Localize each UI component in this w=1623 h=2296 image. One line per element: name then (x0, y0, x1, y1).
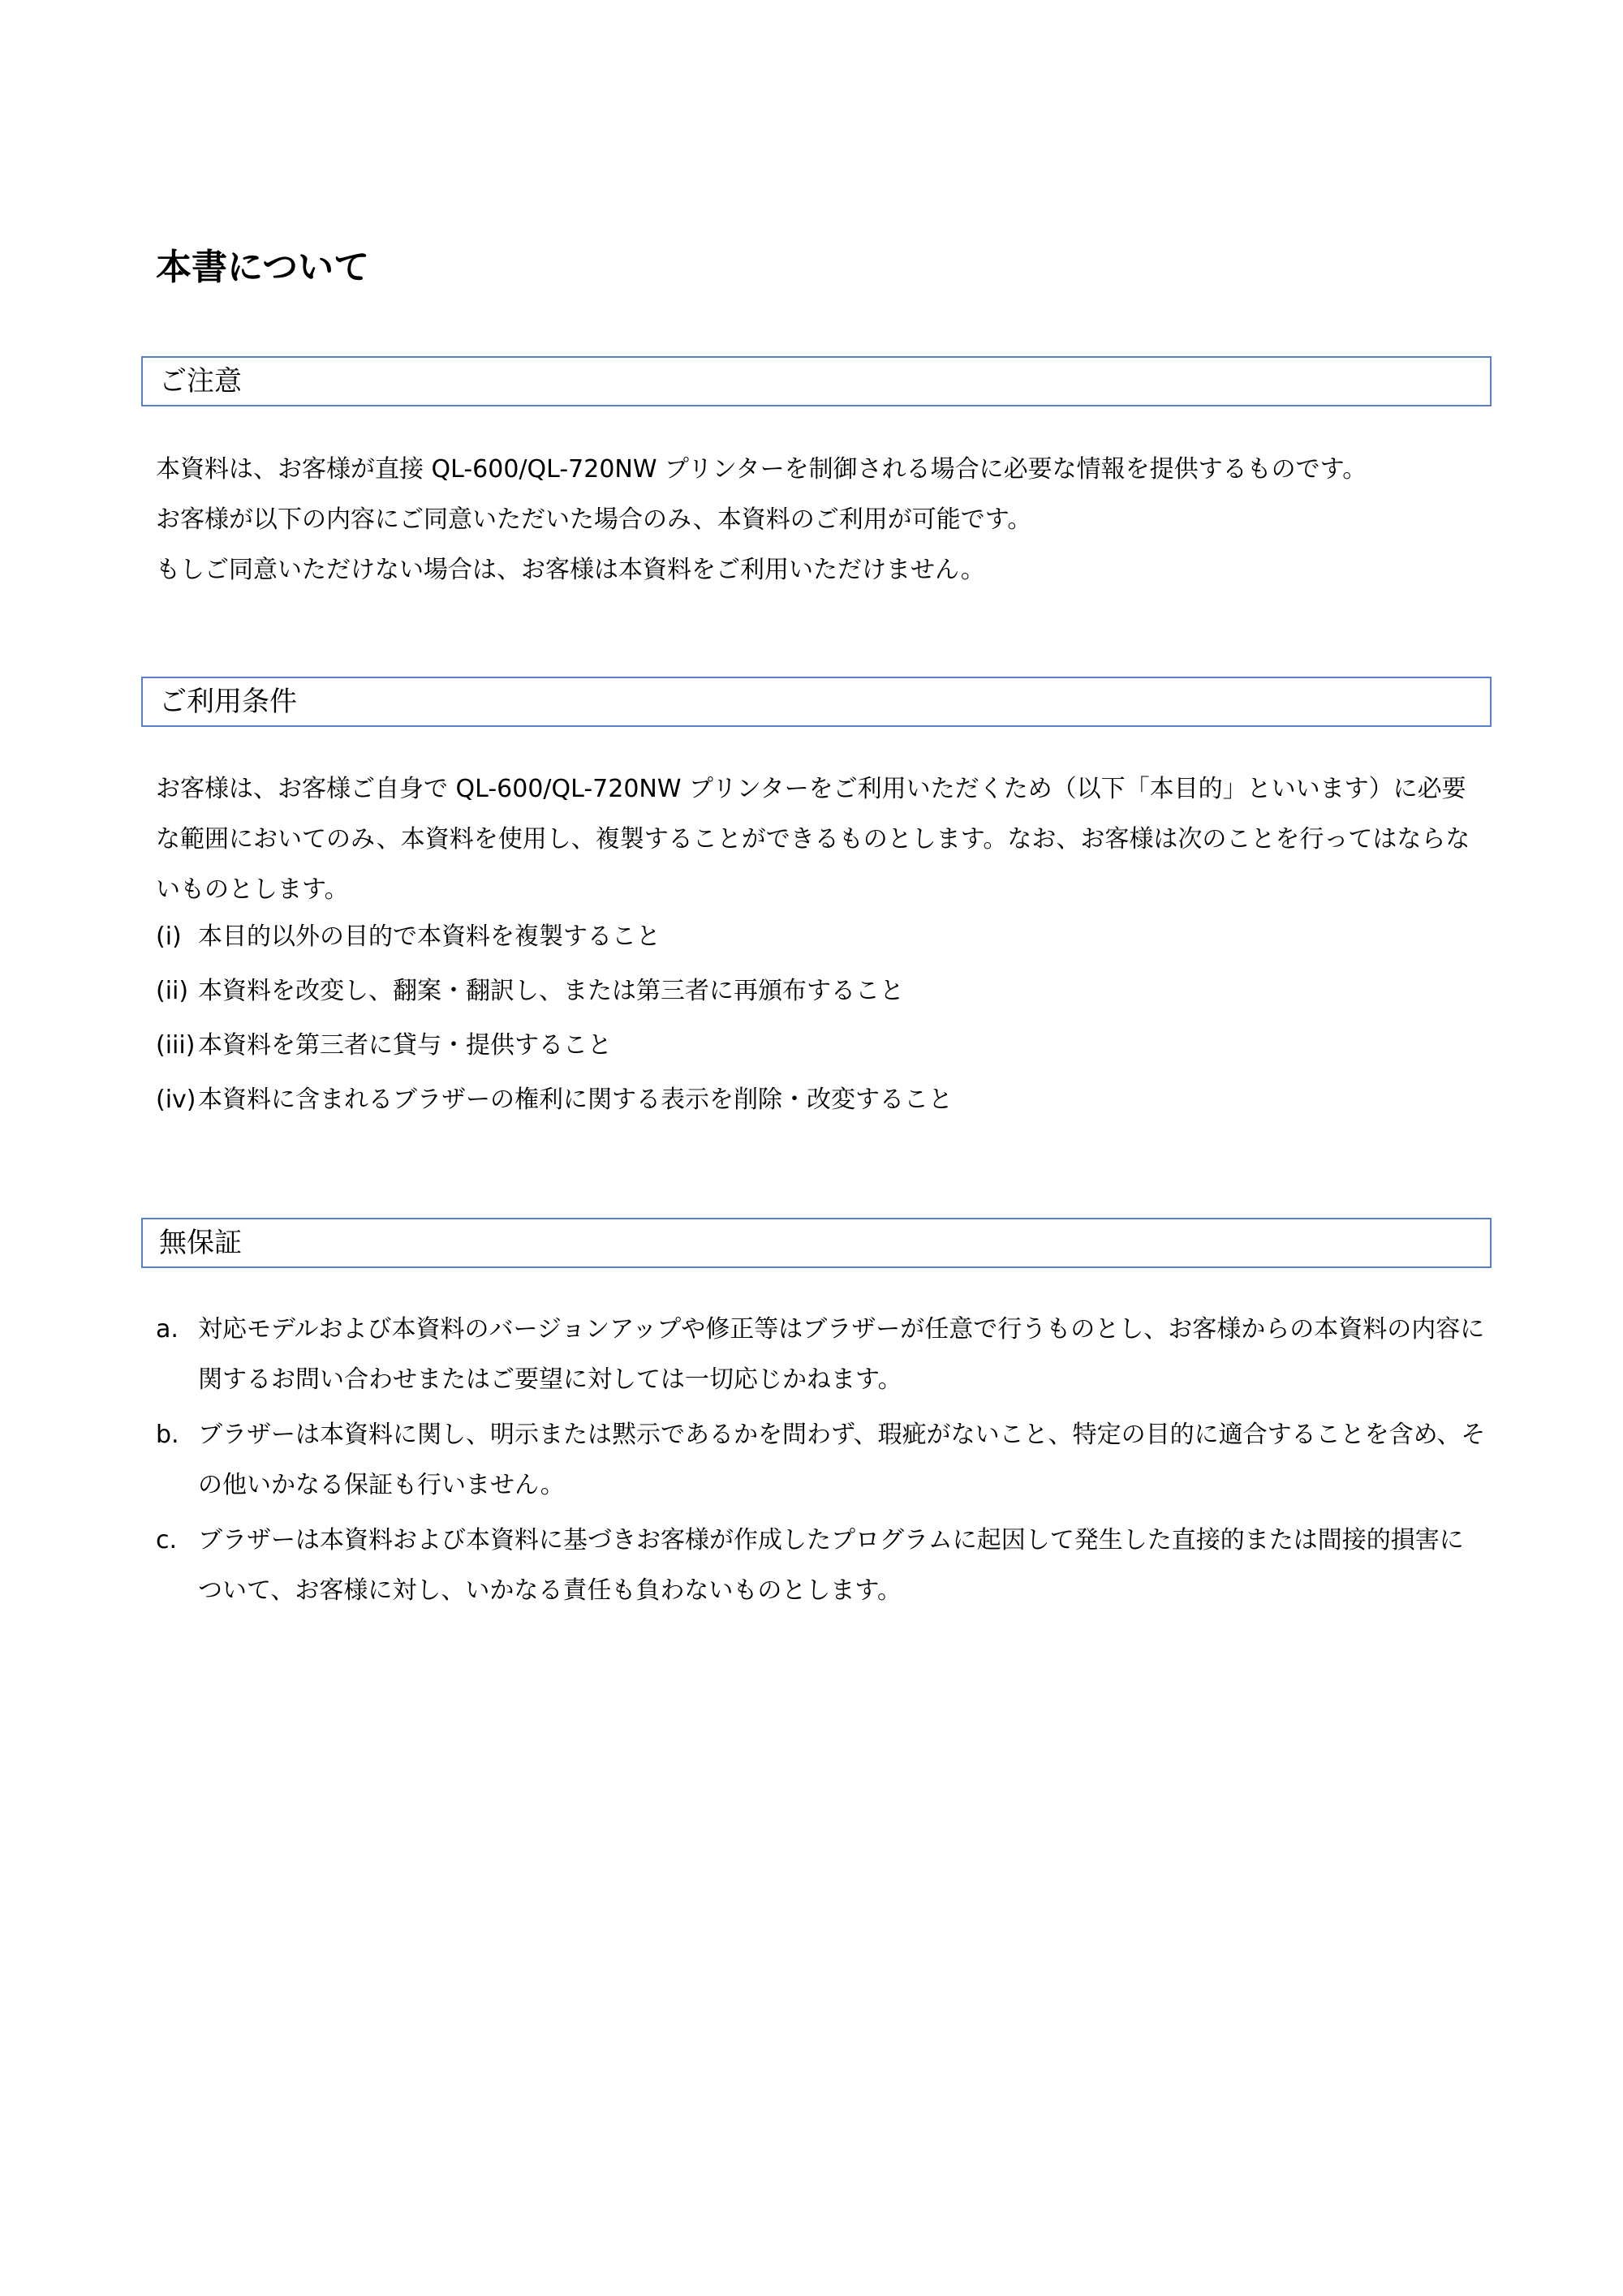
list-item-text: 対応モデルおよび本資料のバージョンアップや修正等はブラザーが任意で行うものとし、お客様からの本資料の内容に関するお問い合わせまたはご要望に対しては一切応じかねます。 (198, 1315, 1485, 1394)
list-item (156, 1410, 1487, 1511)
list-item-marker: (iv) (156, 1086, 196, 1114)
notice-line: もしご同意いただけない場合は、お客様は本資料をご利用いただけません。 (156, 556, 985, 584)
section-header-terms: ご利用条件 (141, 677, 1492, 727)
list-item-text: 本資料に含まれるブラザーの権利に関する表示を削除・改変すること (198, 1086, 953, 1114)
list-item (156, 1516, 1487, 1616)
terms-restrictions-list (156, 909, 1487, 1127)
list-item-marker: c. (156, 1526, 178, 1554)
list-item-marker: (i) (156, 922, 182, 951)
list-item-text: 本資料を改変し、翻案・翻訳し、または第三者に再頒布すること (198, 977, 904, 1005)
list-item-marker: a. (156, 1315, 179, 1344)
list-item (156, 1018, 1487, 1073)
list-item (156, 909, 1487, 964)
list-item (156, 964, 1487, 1018)
list-item-marker: (iii) (156, 1031, 196, 1060)
section-header-warranty: 無保証 (141, 1218, 1492, 1268)
list-item-marker: (ii) (156, 977, 189, 1005)
notice-body (156, 445, 1487, 595)
list-item-marker: b. (156, 1421, 179, 1449)
list-item (156, 1073, 1487, 1127)
terms-paragraph-text: お客様は、お客様ご自身で QL-600/QL-720NW プリンターをご利用いただくため（以下「本目的」といいます）に必要な範囲においてのみ、本資料を使用し、複製することができるものとします。なお、お客様は次のことを行ってはならないものとします。 (156, 775, 1470, 904)
list-item-text: 本資料を第三者に貸与・提供すること (198, 1031, 612, 1060)
section-header-notice: ご注意 (141, 356, 1492, 406)
notice-line: お客様が以下の内容にご同意いただいた場合のみ、本資料のご利用が可能です。 (156, 505, 1032, 534)
terms-paragraph (156, 764, 1487, 915)
page-title: 本書について (156, 247, 370, 288)
warranty-list (156, 1305, 1487, 1621)
list-item-text: ブラザーは本資料に関し、明示または黙示であるかを問わず、瑕疵がないこと、特定の目的に適合することを含め、その他いかなる保証も行いません。 (198, 1421, 1486, 1499)
list-item-text: 本目的以外の目的で本資料を複製すること (198, 922, 661, 951)
list-item (156, 1305, 1487, 1405)
list-item-text: ブラザーは本資料および本資料に基づきお客様が作成したプログラムに起因して発生した直接的または間接的損害について、お客様に対し、いかなる責任も負わないものとします。 (198, 1526, 1464, 1605)
notice-line: 本資料は、お客様が直接 QL-600/QL-720NW プリンターを制御される場合に必要な情報を提供するものです。 (156, 455, 1367, 484)
